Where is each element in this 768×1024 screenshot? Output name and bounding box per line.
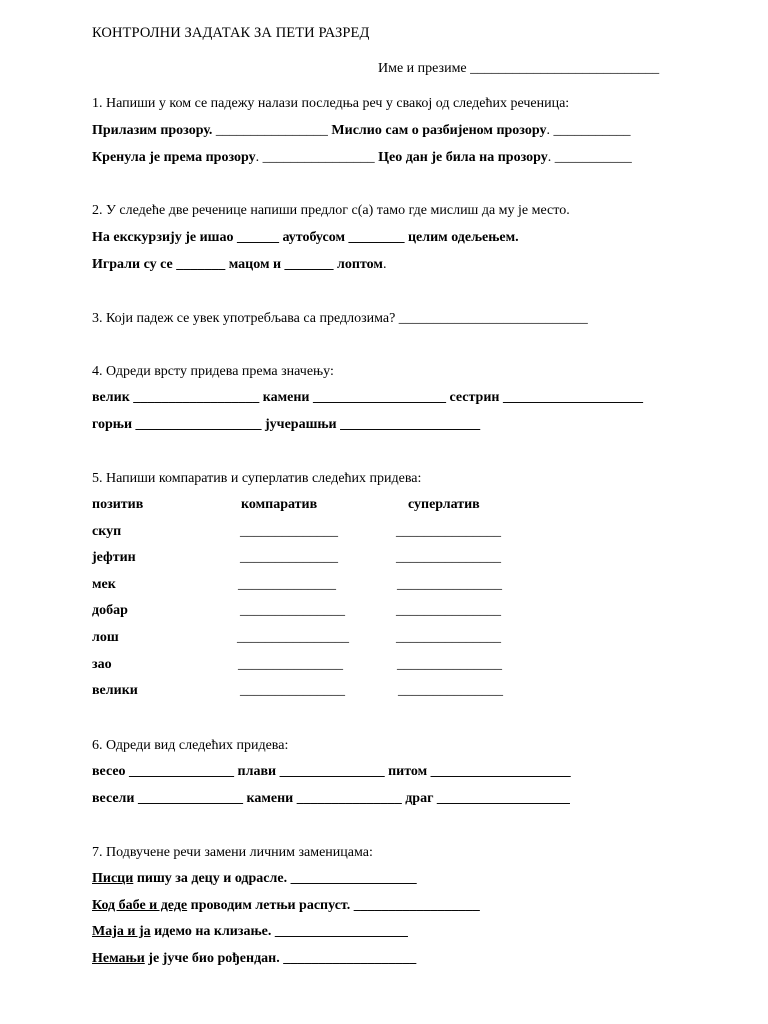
- q5-comp-blank: _______________: [240, 603, 345, 618]
- q1-blank-1: ________________: [212, 123, 332, 138]
- q7-row: [92, 923, 408, 941]
- q6-row-1: весео _______________ плави _______________ питом ____________________: [92, 764, 571, 779]
- q6-row-2: весели _______________ камени _______________ драг ___________________: [92, 791, 570, 806]
- q5-col-superlative: суперлатив: [408, 497, 480, 512]
- q7-underlined-word: Маја и ја: [92, 924, 151, 939]
- name-surname-line: Име и презиме ___________________________: [378, 61, 660, 76]
- q5-word: зао: [92, 657, 112, 672]
- q4-heading: 4. Одреди врсту придева према значењу:: [92, 364, 334, 379]
- q1-sentence-2: Мислио сам о разбијеном прозору: [331, 123, 547, 138]
- q2-period: .: [382, 257, 387, 272]
- q1-blank-4: . ___________: [547, 150, 632, 165]
- q7-row: [92, 897, 480, 915]
- q5-word: мек: [92, 577, 116, 592]
- q1-blank-3: . ________________: [255, 150, 379, 165]
- q7-rest: пишу за децу и одрасле. __________________: [133, 871, 417, 886]
- q2-row-1: На екскурзију је ишао ______ аутобусом ________ целим одељењем.: [92, 230, 519, 245]
- q1-sentence-3: Кренула је према прозору: [92, 150, 256, 165]
- q1-heading: 1. Напиши у ком се падежу налази последња реч у свакој од следећих реченица:: [92, 96, 570, 111]
- q7-rest: проводим летњи распуст. __________________: [187, 898, 480, 913]
- q5-word: јефтин: [92, 550, 136, 565]
- q5-word: добар: [92, 603, 128, 618]
- q5-word: скуп: [92, 524, 122, 539]
- q7-row: [92, 870, 417, 888]
- worksheet-title: КОНТРОЛНИ ЗАДАТАК ЗА ПЕТИ РАЗРЕД: [92, 25, 370, 41]
- q5-sup-blank: _______________: [396, 524, 501, 539]
- q2-row-2: [92, 256, 386, 274]
- q5-heading: 5. Напиши компаратив и суперлатив следећих придева:: [92, 471, 422, 486]
- q1-sentence-4: Цео дан је била на прозору: [378, 150, 548, 165]
- q7-heading: 7. Подвучене речи замени личним заменицама:: [92, 845, 373, 860]
- q4-row-2: горњи __________________ јучерашњи ____________________: [92, 417, 481, 432]
- q6-heading: 6. Одреди вид следећих придева:: [92, 738, 289, 753]
- q7-underlined-word: Немањи: [92, 951, 145, 966]
- q5-sup-blank: _______________: [396, 603, 501, 618]
- q5-sup-blank: _______________: [396, 630, 501, 645]
- q5-sup-blank: _______________: [397, 577, 502, 592]
- q7-rest: је јуче био рођендан. ___________________: [144, 951, 417, 966]
- q2-heading: 2. У следеће две реченице напиши предлог с(а) тамо где мислиш да му је место.: [92, 203, 570, 218]
- q1-sentence-1: Прилазим прозору.: [92, 123, 213, 138]
- q5-comp-blank: _______________: [240, 683, 345, 698]
- q5-sup-blank: _______________: [396, 550, 501, 565]
- q1-row-1: [92, 122, 630, 140]
- q7-underlined-word: Писци: [92, 871, 134, 886]
- q5-comp-blank: ______________: [238, 577, 336, 592]
- q2-sentence-2: Играли су се _______ мацом и _______ лоптом: [92, 257, 383, 272]
- q3-heading: 3. Који падеж се увек употребљава са предлозима? ___________________________: [92, 311, 588, 326]
- q7-underlined-word: Код бабе и деде: [92, 898, 188, 913]
- q5-word: лош: [92, 630, 119, 645]
- q1-blank-2: . ___________: [546, 123, 631, 138]
- q5-comp-blank: _______________: [238, 657, 343, 672]
- q7-row: [92, 950, 416, 968]
- q5-col-positive: позитив: [92, 497, 144, 512]
- q5-sup-blank: _______________: [398, 683, 503, 698]
- q7-rest: идемо на клизање. ___________________: [150, 924, 408, 939]
- q5-sup-blank: _______________: [397, 657, 502, 672]
- q5-col-comparative: компаратив: [241, 497, 318, 512]
- q1-row-2: [92, 149, 632, 167]
- q4-row-1: велик __________________ камени ___________________ сестрин ____________________: [92, 390, 643, 405]
- q5-comp-blank: ______________: [240, 550, 338, 565]
- q5-comp-blank: ________________: [237, 630, 349, 645]
- q5-word: велики: [92, 683, 138, 698]
- q5-comp-blank: ______________: [240, 524, 338, 539]
